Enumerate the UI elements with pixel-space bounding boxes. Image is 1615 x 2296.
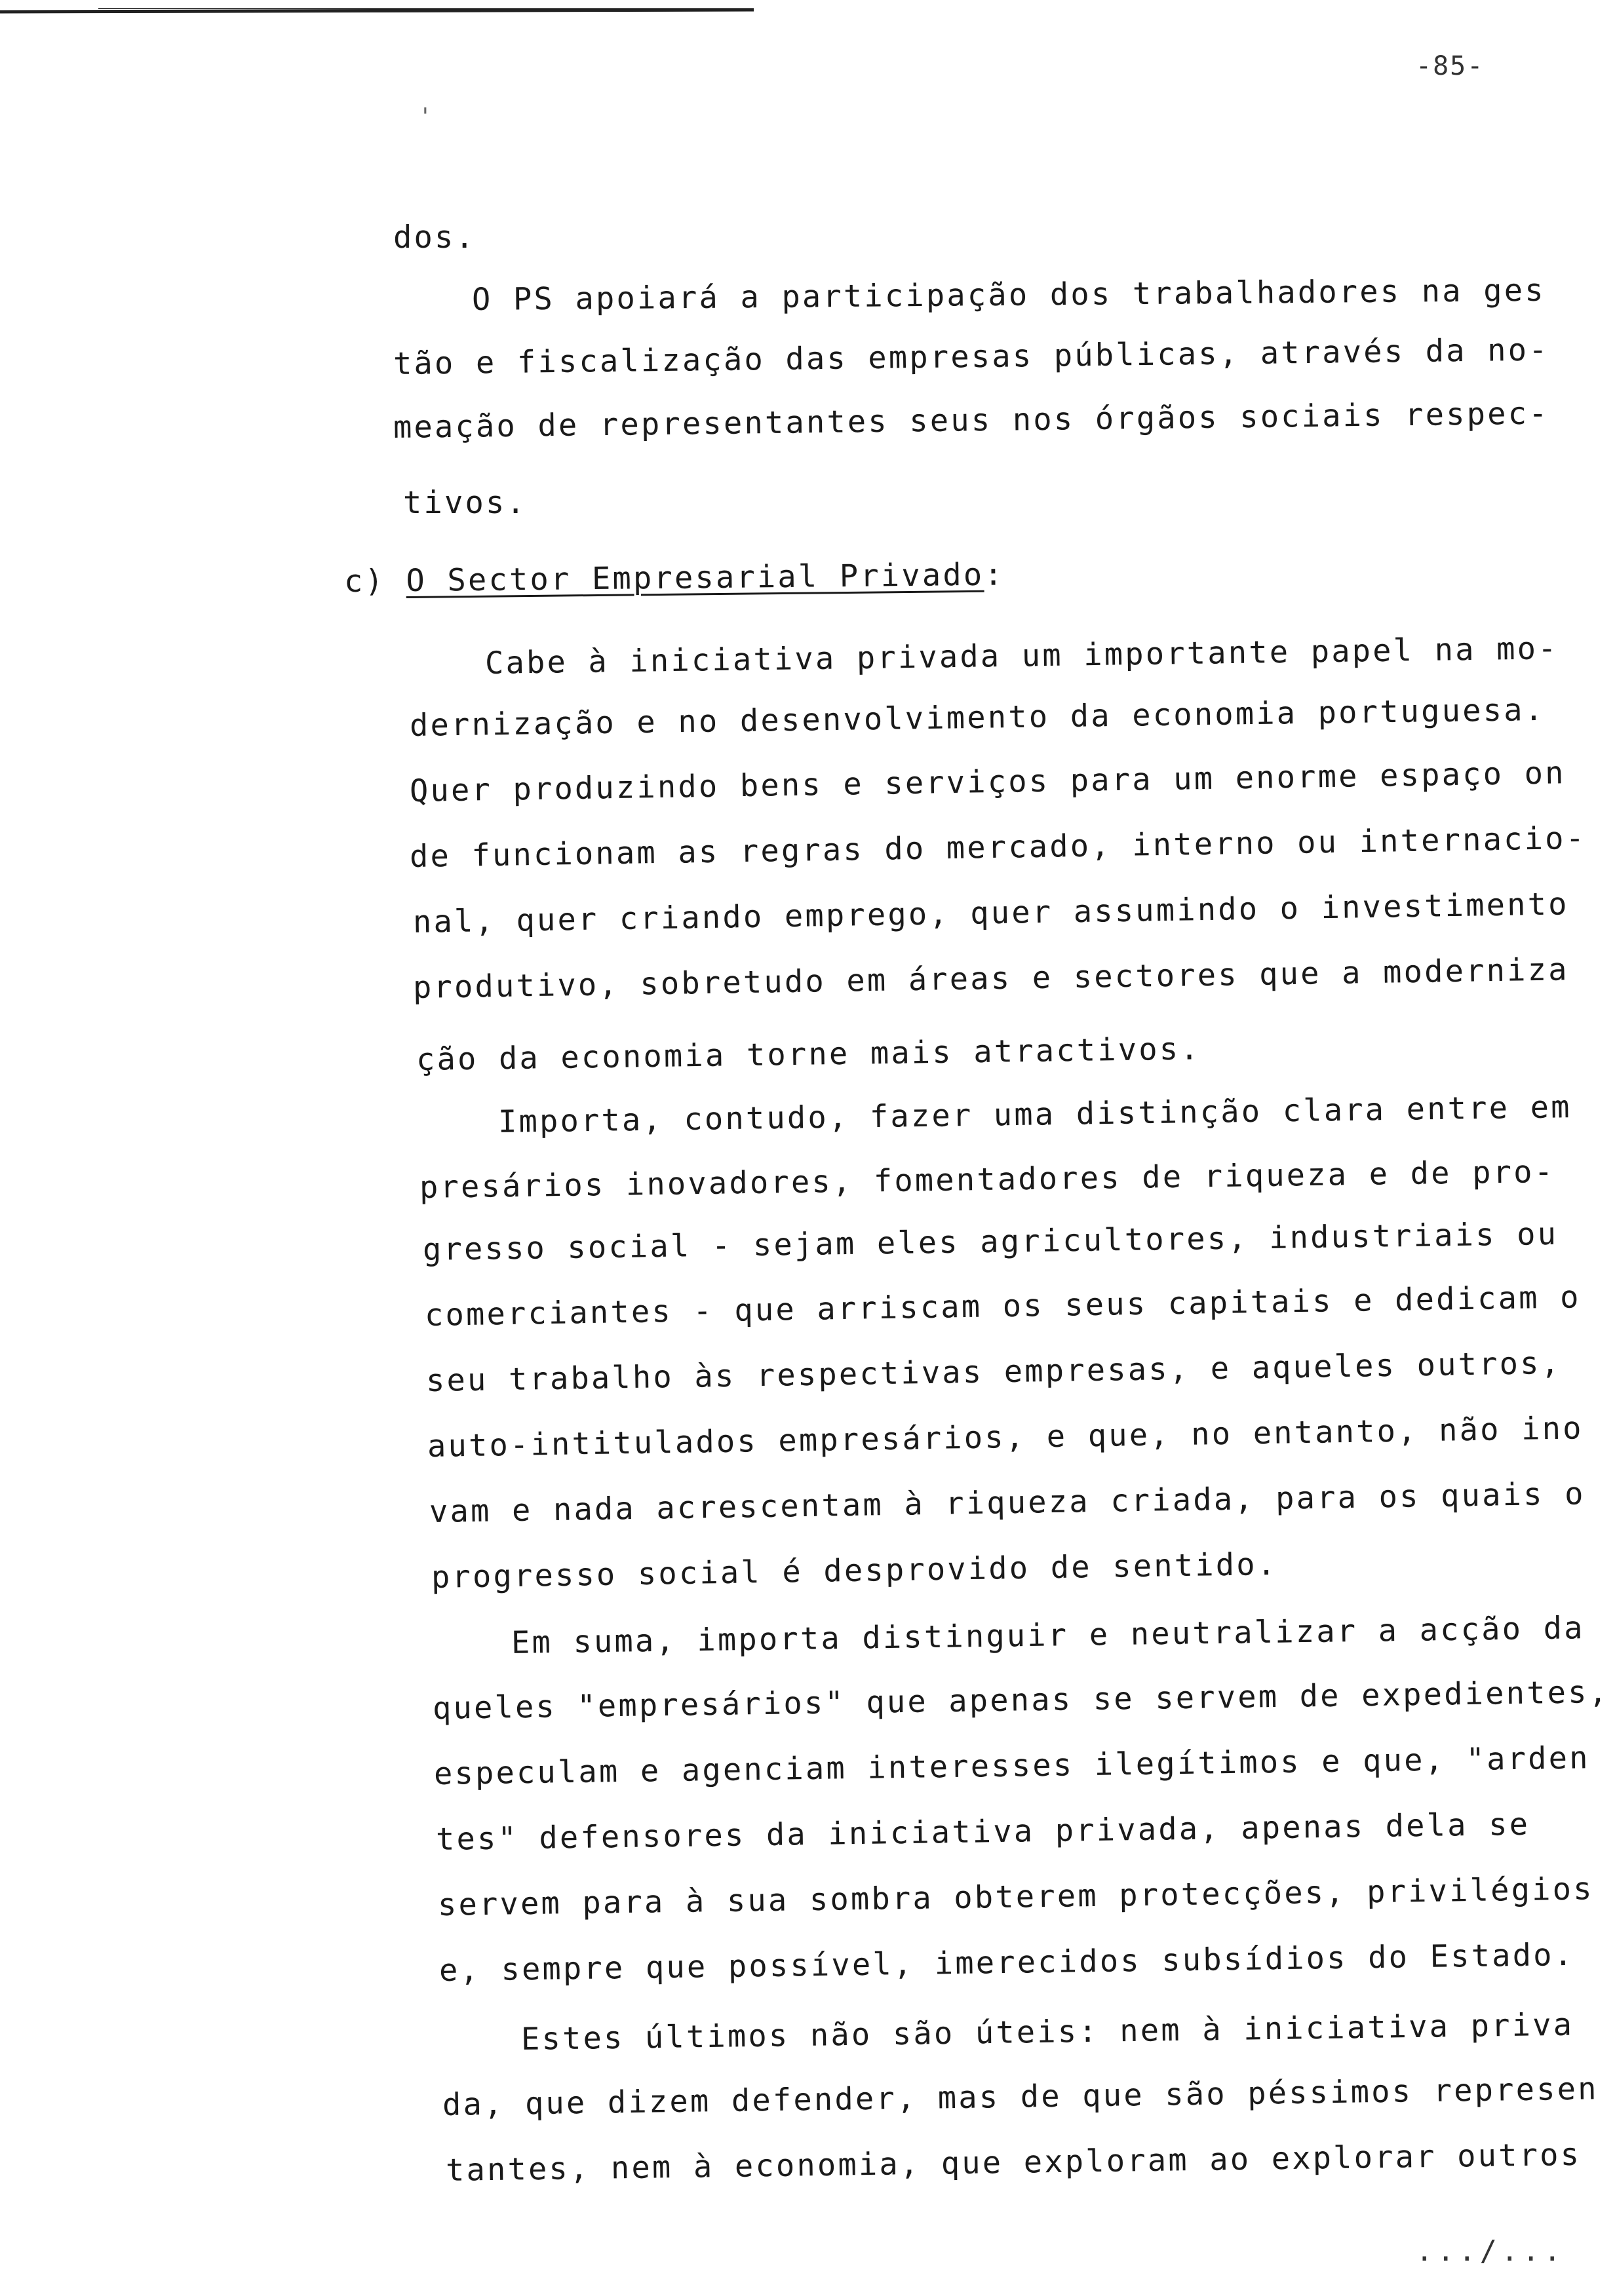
top-rule-thin [98, 8, 754, 9]
continuation-mark: .../... [1416, 2234, 1565, 2268]
text-line: comerciantes - que arriscam os seus capitais e dedicam o [424, 1279, 1582, 1333]
text-line: dos. [393, 220, 476, 256]
text-line: gresso social - sejam eles agricultores, industriais ou [422, 1215, 1559, 1268]
stray-mark: ' [418, 104, 433, 130]
text-line: de funcionam as regras do mercado, interno ou internacio- [409, 820, 1587, 875]
text-line: Estes últimos não são úteis: nem à iniciativa priva [520, 2006, 1574, 2057]
text-line: e, sempre que possível, imerecidos subsídios do Estado. [438, 1936, 1575, 1989]
text-line: Quer produzindo bens e serviços para um enorme espaço on [409, 755, 1566, 809]
section-marker: c) [343, 563, 386, 600]
text-line: progresso social é desprovido de sentido. [431, 1546, 1278, 1596]
text-line: dernização e no desenvolvimento da economia portuguesa. [409, 691, 1546, 744]
text-line: servem para à sua sombra obterem protecções, privilégios [437, 1871, 1595, 1923]
text-line: Importa, contudo, fazer uma distinção clara entre em [497, 1089, 1572, 1140]
text-line: presários inovadores, fomentadores de riqueza e de pro- [419, 1153, 1555, 1206]
text-line: ção da economia torne mais atractivos. [416, 1031, 1201, 1078]
text-line: O PS apoiará a participação dos trabalhadores na ges [471, 272, 1546, 318]
text-line: seu trabalho às respectivas empresas, e aqueles outros, [425, 1345, 1562, 1399]
text-line: da, que dizem defender, mas de que são péssimos represen [442, 2071, 1599, 2123]
text-line: tes" defensores da iniciativa privada, apenas dela se [435, 1806, 1530, 1858]
text-line: meação de representantes seus nos órgãos sociais respec- [393, 395, 1550, 446]
text-line: tão e fiscalização das empresas públicas, através da no- [393, 332, 1550, 382]
text-line: Cabe à iniciativa privada um importante papel na mo- [484, 630, 1559, 681]
text-line: queles "empresários" que apenas se servem de expedientes, [432, 1674, 1610, 1727]
text-line: tivos. [403, 485, 527, 521]
section-title-suffix: : [984, 556, 1005, 593]
text-line: nal, quer criando emprego, quer assumindo o investimento [412, 886, 1570, 940]
page-number: -85- [1416, 51, 1485, 81]
text-line: vam e nada acrescentam à riqueza criada, para os quais o [429, 1476, 1586, 1530]
text-line: Em suma, importa distinguir e neutralizar a acção da [511, 1610, 1586, 1661]
text-line: tantes, nem à economia, que exploram ao explorar outros [445, 2136, 1582, 2189]
section-title: O Sector Empresarial Privado [406, 556, 984, 600]
section-heading [344, 556, 1005, 600]
text-line: produtivo, sobretudo em áreas e sectores que a moderniza [412, 951, 1570, 1006]
text-line: auto-intitulados empresários, e que, no entanto, não ino [427, 1410, 1584, 1464]
text-line: especulam e agenciam interesses ilegítimos e que, "arden [433, 1740, 1591, 1792]
